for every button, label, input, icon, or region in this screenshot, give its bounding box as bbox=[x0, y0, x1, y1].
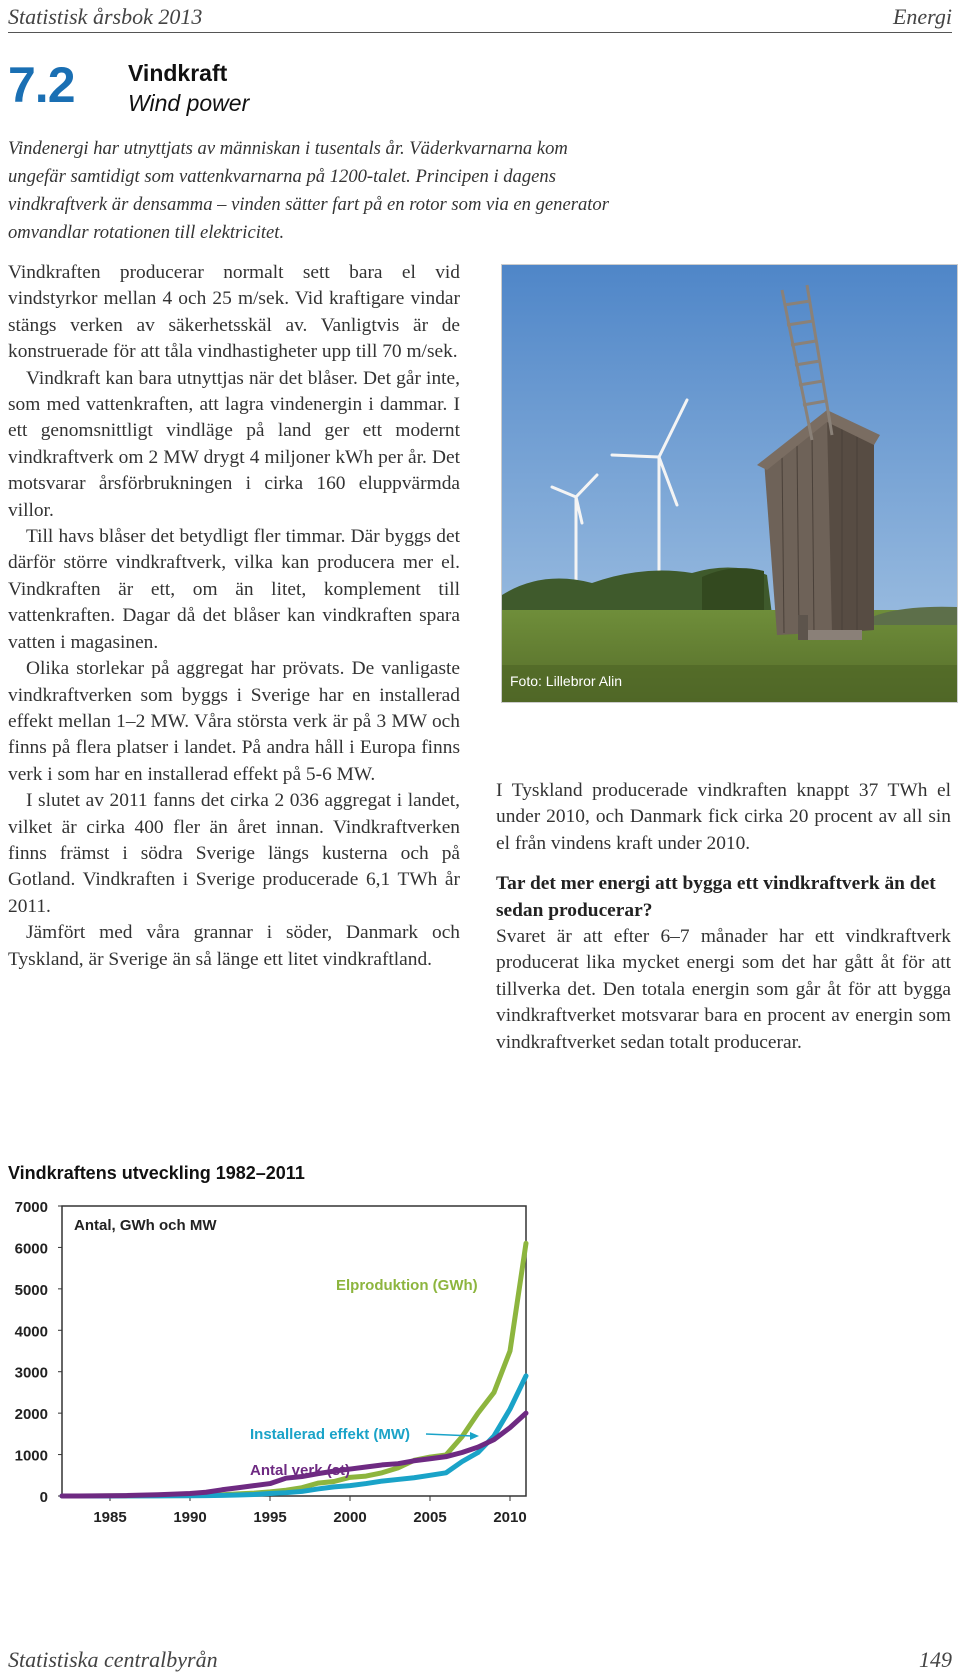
chart-title: Vindkraftens utveckling 1982–2011 bbox=[8, 1163, 305, 1183]
series-label: Installerad effekt (MW) bbox=[250, 1426, 411, 1443]
body-paragraph: I Tyskland producerade vindkraften knappt 37 TWh el under 2010, och Danmark fick cirka 20 procent av all sin el från vindens kraft under 2010. bbox=[496, 780, 951, 854]
header-chapter: Energi bbox=[892, 4, 952, 29]
running-header bbox=[8, 2, 952, 33]
header-book-title: Statistisk årsbok 2013 bbox=[8, 4, 203, 29]
photo-credit: Foto: Lillebror Alin bbox=[510, 673, 623, 689]
windmill-photo bbox=[501, 264, 958, 703]
footer-publisher: Statistiska centralbyrån bbox=[8, 1647, 218, 1672]
faq-answer: Svaret är att efter 6–7 månader har ett vindkraftverk producerat lika mycket energi som det har gått åt för att tillverka det. Den totala energin som går åt för att bygga vindkraftverket motsvarar bara en procent av energin som vindkraftverket sedan totalt producerar. bbox=[496, 926, 951, 1053]
x-tick-label: 1990 bbox=[173, 1509, 207, 1526]
right-column bbox=[496, 778, 951, 1056]
y-tick-label: 5000 bbox=[14, 1281, 48, 1299]
section-subtitle: Wind power bbox=[128, 90, 250, 116]
series-label: Antal verk (st) bbox=[250, 1462, 351, 1479]
x-tick-label: 2005 bbox=[413, 1509, 447, 1526]
x-tick-label: 1995 bbox=[253, 1509, 287, 1526]
windmill-illustration bbox=[502, 265, 957, 702]
intro-paragraph: Vindenergi har utnyttjats av människan i tusentals år. Väderkvarnarna kom ungefär samtidigt som vattenkvarnarna på 1200-talet. Principen i dagens vindkraftverk är densamma – vinden sätter fart på en rotor som via en generator omvandlar rotationen till elektricitet. bbox=[8, 138, 609, 243]
body-paragraph: Jämfört med våra grannar i söder, Danmark och Tyskland, är Sverige än så länge ett litet vindkraftland. bbox=[8, 922, 460, 970]
series-label: Elproduktion (GWh) bbox=[336, 1277, 478, 1294]
x-tick-label: 1985 bbox=[93, 1509, 127, 1526]
section-number: 7.2 bbox=[8, 57, 75, 113]
chart-subtitle: Antal, GWh och MW bbox=[74, 1217, 217, 1234]
x-tick-label: 2000 bbox=[333, 1509, 367, 1526]
body-paragraph: Till havs blåser det betydligt fler timmar. Där byggs det därför större vindkraftverk, vilka kan producera mer el. Vindkraften är ett, om än litet, komplement till vattenkraften. Dagar då det blåser kan vindkraften spara vatten i magasinen. bbox=[8, 526, 460, 653]
body-paragraph: I slutet av 2011 fanns det cirka 2 036 aggregat i landet, vilket är cirka 400 fler än året innan. Vindkraftverken finns främst i södra Sverige längs kusterna och på Gotland. Vindkraften i Sverige producerade 6,1 TWh år 2011. bbox=[8, 790, 460, 917]
chart-container bbox=[0, 1190, 560, 1560]
y-tick-label: 7000 bbox=[14, 1199, 48, 1216]
y-tick-label: 2000 bbox=[14, 1406, 48, 1424]
faq-question: Tar det mer energi att bygga ett vindkraftverk än det sedan producerar? bbox=[496, 873, 936, 921]
body-paragraph: Vindkraften producerar normalt sett bara el vid vindstyrkor mellan 4 och 25 m/sek. Vid kraftigare vindar stängs verken av säkerhetsskäl av. Vanligtvis är de konstruerade för att tåla vindhastigheter upp till 70 m/sek. bbox=[8, 262, 460, 363]
page-number: 149 bbox=[919, 1647, 952, 1672]
y-tick-label: 3000 bbox=[14, 1364, 48, 1382]
y-tick-label: 0 bbox=[39, 1489, 48, 1506]
x-tick-label: 2010 bbox=[493, 1509, 527, 1526]
y-tick-label: 6000 bbox=[14, 1240, 48, 1258]
line-chart bbox=[0, 1190, 560, 1560]
y-tick-label: 4000 bbox=[14, 1323, 48, 1341]
body-paragraph: Vindkraft kan bara utnyttjas när det blåser. Det går inte, som med vattenkraften, att lagra vindenergin i dammar. I ett genomsnittligt vindläge på land ger ett modernt vindkraftverk om 2 MW drygt 4 miljoner kWh per år. Det motsvarar årsförbrukningen i cirka 160 eluppvärmda villor. bbox=[8, 367, 460, 521]
y-tick-label: 1000 bbox=[14, 1447, 48, 1465]
body-paragraph: Olika storlekar på aggregat har prövats. De vanligaste vindkraftverken som byggs i Sverige har en installerad effekt mellan 1–2 MW. Våra största verk är på 3 MW och finns på flera platser i landet. På andra håll i Europa finns verk i som har en installerad effekt på 5-6 MW. bbox=[8, 658, 460, 785]
left-column bbox=[8, 260, 460, 973]
section-title: Vindkraft bbox=[128, 60, 228, 86]
